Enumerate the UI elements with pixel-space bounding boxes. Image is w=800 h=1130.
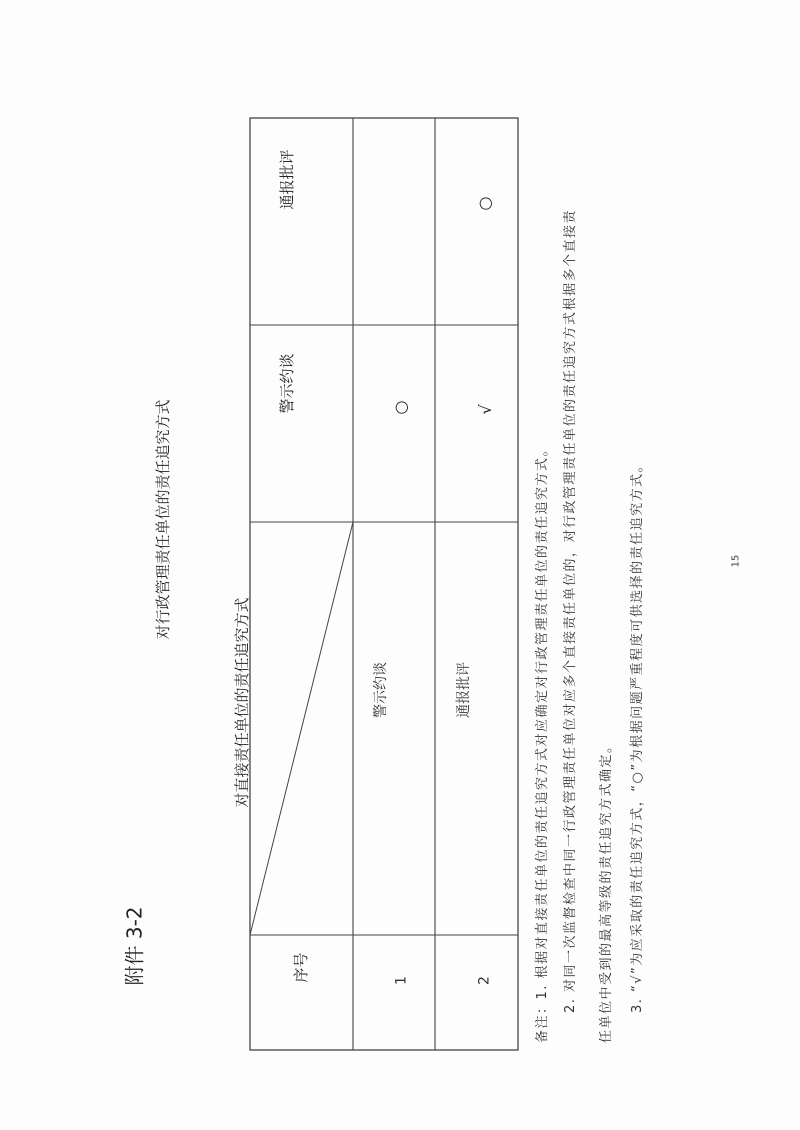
col-header-criticism: 通报批评: [277, 149, 296, 210]
row-1-criticism-mark: ○: [475, 196, 495, 211]
note-2: 2. 对同一次监督检查中同一行政管理责任单位对应多个直接责任单位的，对行政管理责任单位的责任追究方式根据多个直接责: [563, 208, 578, 1013]
col-header-index: 序号: [291, 952, 310, 983]
row-1-warning-mark: ○: [391, 400, 411, 415]
annex-label: 附件 3-2: [122, 906, 147, 986]
note-2-cont: 任单位中受到的最高等级的责任追究方式确定。: [599, 738, 614, 1043]
row-1-label: 警示约谈: [373, 662, 389, 718]
note-1: 备注：1. 根据对直接责任单位的责任追究方式对应确定对行政管理责任单位的责任追究方式。: [535, 441, 550, 1043]
diag-header-bottom: 对直接责任单位的责任追究方式: [232, 597, 251, 808]
note-3: 3. “√”为应采取的责任追究方式，“○”为根据问题严重程度可供选择的责任追究方式。: [630, 457, 645, 1013]
row-2-label: 通报批评: [456, 662, 472, 718]
col-header-warning: 警示约谈: [277, 353, 296, 414]
row-2-index: 2: [476, 976, 493, 985]
page-number: 15: [730, 554, 742, 568]
diag-header-top: 对行政管理责任单位的责任追究方式: [153, 399, 172, 640]
row-1-index: 1: [393, 976, 410, 985]
row-2-warning-mark: √: [475, 404, 495, 415]
